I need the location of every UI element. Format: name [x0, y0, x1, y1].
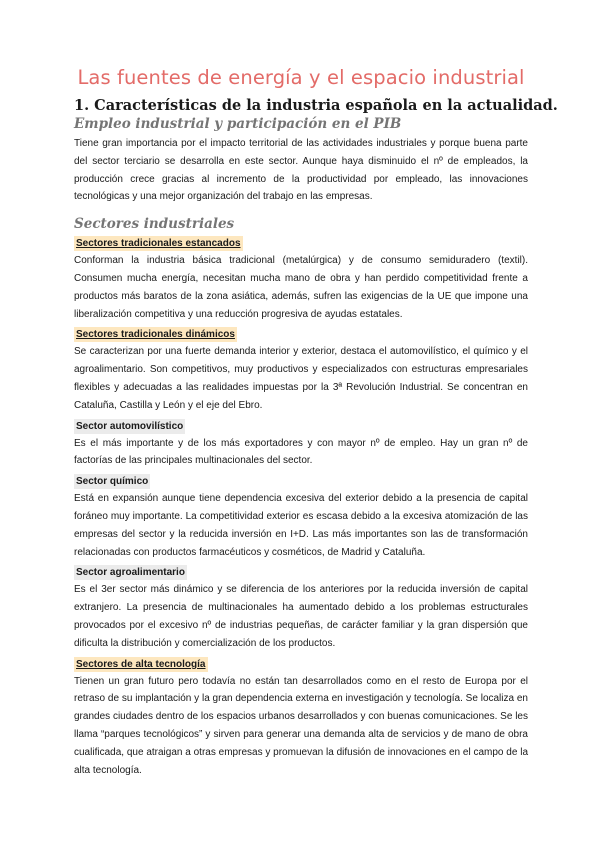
section-paragraph: Se caracterizan por una fuerte demanda interior y exterior, destaca el automovilístico, el químico y el agroalimentario. Son competitivos, muy productivos y especializados con estructuras empresariales flexibles y adecuadas a las realidades impuestas por la 3ª Revolución Industrial. Se concentran en Cataluña, Castilla y León y el eje del Ebro. — [74, 346, 528, 411]
section-title: Sector automovilístico — [76, 420, 184, 432]
section-dinamicos — [74, 323, 528, 414]
section-paragraph: Conforman la industria básica tradicional (metalúrgica) y de consumo semiduradero (textil). Consumen mucha energía, necesitan mucha mano de obra y han perdido competitividad frente a productos más baratos de la zona asiática, además, sufren las exigencias de la UE que impone una liberalización competitiva y una reducción progresiva de ayudas estatales. — [74, 255, 528, 320]
section-paragraph: Es el más importante y de los más exportadores y con mayor nº de empleo. Hay un gran nº de factorías de las principales multinacionales del sector. — [74, 437, 528, 467]
section-alta-tecnologia — [74, 653, 528, 780]
subheading-empleo: Empleo industrial y participación en el PIB — [74, 116, 402, 132]
section-automovilistico — [74, 415, 528, 471]
empleo-paragraph: Tiene gran importancia por el impacto territorial de las actividades industriales y porque buena parte del sector terciario se desarrolla en este sector. Aunque haya disminuido el nº de empleados, la producción crece gracias al incremento de la productividad por empleado, las innovaciones tecnológicas y una mejor organización del trabajo en las empresas. — [74, 138, 528, 203]
section-paragraph: Es el 3er sector más dinámico y se diferencia de los anteriores por la reducida inversión de capital extranjero. La presencia de multinacionales ha aumentado debido a los problemas estructurales provocados por el excesivo nº de industrias pequeñas, de carácter familiar y la gran dispersión que dificulta la distribución y comercialización de los productos. — [74, 584, 528, 649]
section-paragraph: Está en expansión aunque tiene dependencia excesiva del exterior debido a la presencia de capital foráneo muy importante. La competitividad exterior es escasa debido a la excesiva atomización de las empresas del sector y la reducida inversión en I+D. Las más importantes son las de transformación relacionadas con productos farmacéuticos y cosméticos, de Madrid y Cataluña. — [74, 493, 528, 558]
section-title: Sectores tradicionales estancados — [76, 238, 241, 250]
document-title: Las fuentes de energía y el espacio industrial — [77, 66, 525, 89]
section-paragraph: Tienen un gran futuro pero todavía no están tan desarrollados como en el resto de Europa por el retraso de su implantación y la gran dependencia externa en investigación y tecnología. Se localiza en grandes ciudades dentro de los espacios urbanos desarrollados y con buenas comunicaciones. Se les llama “parques tecnológicos” y sirven para generar una demanda alta de servicios y de mano de obra cualificada, que atraigan a otras empresas y promuevan la difusión de innovaciones en el campo de la alta tecnología. — [74, 675, 528, 776]
section-quimico — [74, 470, 528, 561]
section-estancados — [74, 233, 528, 323]
section-title: Sector agroalimentario — [76, 567, 185, 579]
subheading-sectores: Sectores industriales — [74, 216, 235, 233]
document-page — [74, 66, 558, 779]
section-agroalimentario — [74, 561, 528, 652]
section-heading: 1. Características de la industria española en la actualidad. — [74, 97, 558, 114]
section-title: Sector químico — [76, 476, 149, 488]
section-title: Sectores de alta tecnología — [76, 658, 206, 670]
section-title: Sectores tradicionales dinámicos — [76, 329, 235, 341]
